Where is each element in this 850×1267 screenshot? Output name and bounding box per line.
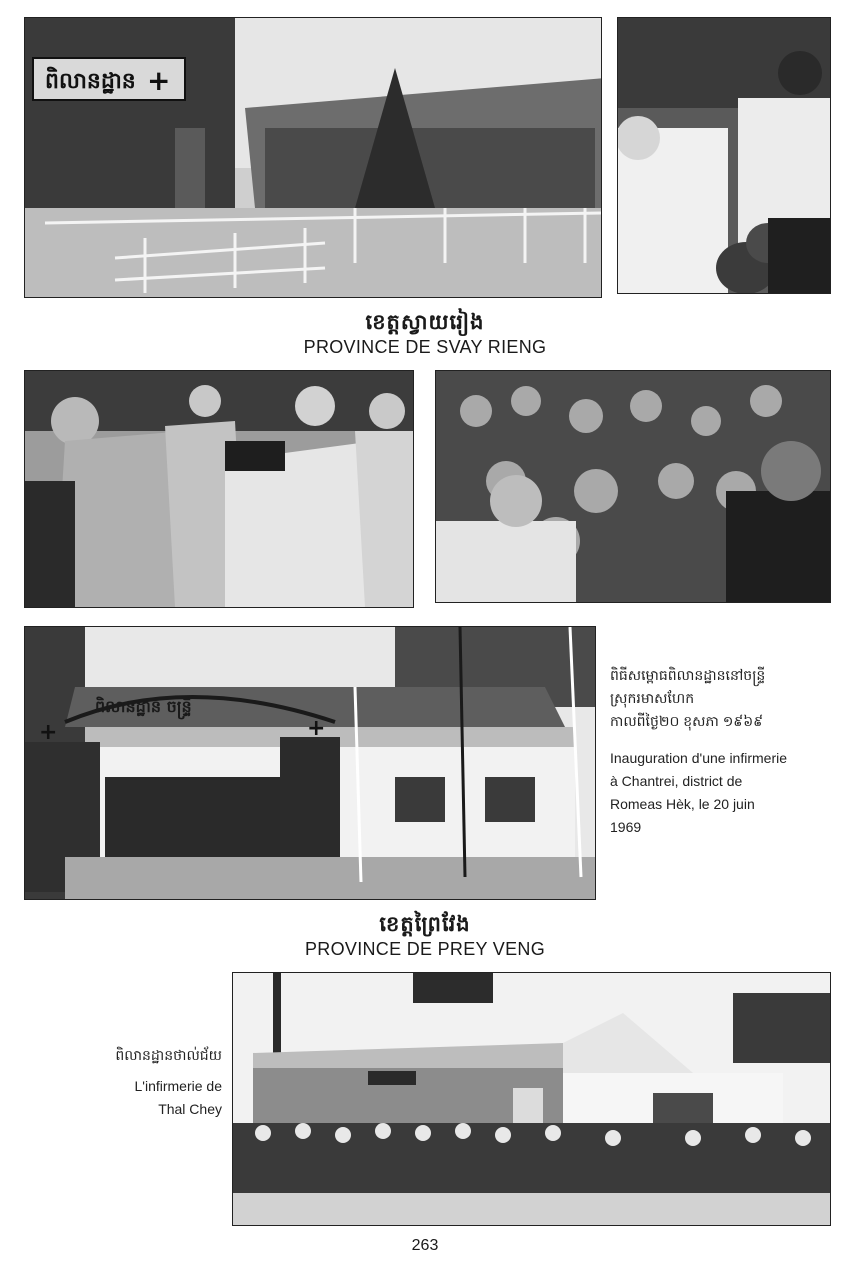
caption-fr-line-3: Romeas Hèk, le 20 juin: [610, 796, 755, 812]
photo-monks: [24, 370, 414, 608]
section-title-fr: PROVINCE DE SVAY RIENG: [303, 337, 547, 357]
svg-text:+: +: [307, 716, 326, 741]
photo-infirmary-svay-rieng: [24, 17, 602, 298]
section-heading-svay-rieng: [0, 310, 850, 358]
caption-fr-line-2: Thal Chey: [158, 1101, 222, 1117]
caption-km: ពិលានដ្ឋានថាល់ជ័យ: [115, 1047, 222, 1063]
section-title-km: ខេត្តព្រៃវែង: [379, 913, 471, 936]
building-sign-text: ពិលានដ្ឋាន ចន្ទ្រី: [95, 697, 192, 716]
photo-offering: [617, 17, 831, 294]
caption-thal-chey: [20, 1044, 222, 1121]
sign-text: ពិលានដ្ឋាន: [45, 69, 136, 94]
section-title-km: ខេត្តស្វាយរៀង: [365, 311, 485, 334]
caption-km-line-2: ស្រុករមាសហែក: [610, 690, 695, 706]
photo-thal-chey-infirmary: [232, 972, 831, 1226]
caption-km-line-1: ពិធីសម្ពោធពិលានដ្ឋាននៅចន្ទ្រី: [610, 667, 766, 683]
svg-text:+: +: [39, 720, 58, 745]
section-title-fr: PROVINCE DE PREY VENG: [304, 939, 546, 959]
photo-chantrei-infirmary: [24, 626, 596, 900]
photo-crowd: [435, 370, 831, 603]
page-number: 263: [411, 1237, 439, 1254]
caption-fr-line-1: L'infirmerie de: [134, 1078, 222, 1094]
caption-fr-line-4: 1969: [610, 819, 642, 835]
caption-fr-line-2: à Chantrei, district de: [610, 773, 743, 789]
caption-fr-line-1: Inauguration d'une infirmerie: [610, 750, 788, 766]
svg-text:+: +: [147, 64, 171, 97]
section-heading-prey-veng: [0, 912, 850, 960]
caption-chantrei: [610, 664, 840, 839]
caption-km-line-3: កាលពីថ្ងៃ២០ ខុសភា ១៩៦៩: [610, 713, 764, 729]
